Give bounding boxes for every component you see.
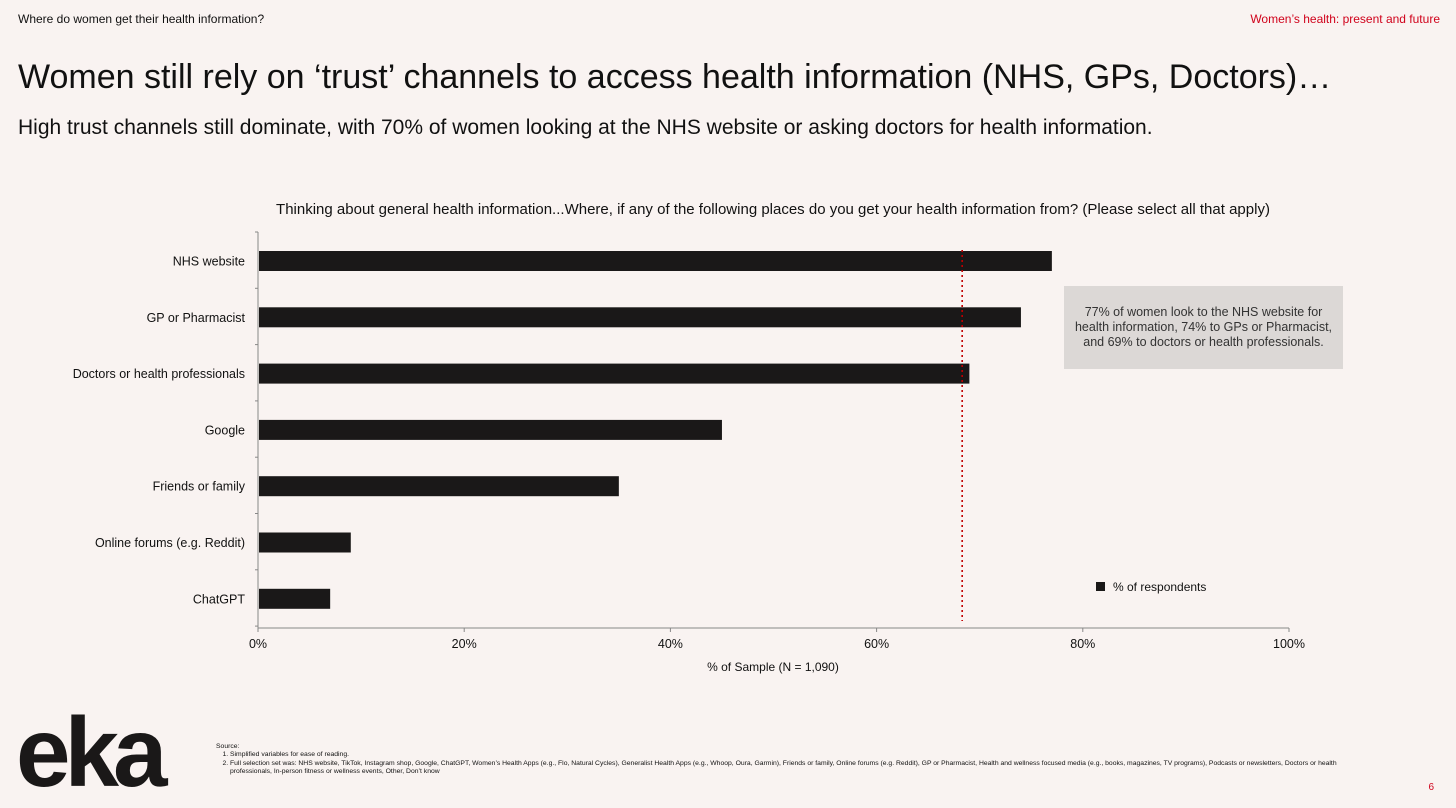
category-label: ChatGPT (192, 592, 245, 607)
bar (259, 364, 969, 384)
category-label: Friends or family (152, 479, 245, 494)
bar-chart (0, 190, 1456, 690)
section-label: Where do women get their health information? (18, 12, 265, 26)
category-label: GP or Pharmacist (146, 310, 245, 325)
chart-title: Thinking about general health information...Where, if any of the following places do you get your health information from? (Please select all that apply) (276, 201, 1270, 218)
category-label: Online forums (e.g. Reddit) (94, 536, 245, 550)
bar (259, 589, 330, 609)
x-tick-label: 80% (1070, 637, 1096, 651)
legend-label: % of respondents (1113, 580, 1207, 594)
page-subtitle: High trust channels still dominate, with 70% of women looking at the NHS website or asking doctors for health information. (18, 116, 1153, 139)
category-label: Doctors or health professionals (72, 367, 245, 382)
category-label: Google (204, 423, 245, 438)
x-tick-label: 0% (248, 637, 268, 651)
footnote-item: 2. Full selection set was: NHS website, TikTok, Instagram shop, Google, ChatGPT, Women’s Health Apps (e.g., Flo, Natural Cycles), Generalist Health Apps (e.g., Whoop, Oura, Garmin), Friends or family, Online forums (e.g. Reddit), GP or Pharmacist, Health and wellness focused media (e.g., books, magazines, TV programs), Podcasts or newsletters, Doctors or health professionals, In-person fitness or wellness events, Other, Don’t know (230, 760, 1376, 777)
x-tick-label: 20% (451, 637, 477, 651)
x-tick-label: 40% (657, 637, 683, 651)
report-title: Women’s health: present and future (1250, 12, 1440, 26)
bar (259, 307, 1021, 327)
x-axis-label: % of Sample (N = 1,090) (707, 660, 839, 674)
legend (1096, 580, 1206, 594)
x-tick-label: 60% (864, 637, 890, 651)
page-number: 6 (1428, 782, 1434, 793)
category-label: NHS website (172, 254, 245, 269)
x-tick-label: 100% (1273, 637, 1305, 651)
footnotes (216, 743, 1376, 777)
bar (259, 420, 722, 440)
footnote-item: 1. Simplified variables for ease of reading. (230, 751, 1376, 759)
eka-logo (16, 706, 184, 792)
page-title: Women still rely on ‘trust’ channels to access health information (NHS, GPs, Doctors)… (18, 58, 1332, 96)
source-label: Source: (216, 743, 240, 750)
callout-box: 77% of women look to the NHS website for health information, 74% to GPs or Pharmacist, and 69% to doctors or health professionals. (1064, 286, 1343, 369)
bar (259, 251, 1052, 271)
bar (259, 476, 619, 496)
legend-swatch (1096, 582, 1105, 591)
bar (259, 533, 351, 553)
logo-wordmark: eka (16, 706, 162, 792)
